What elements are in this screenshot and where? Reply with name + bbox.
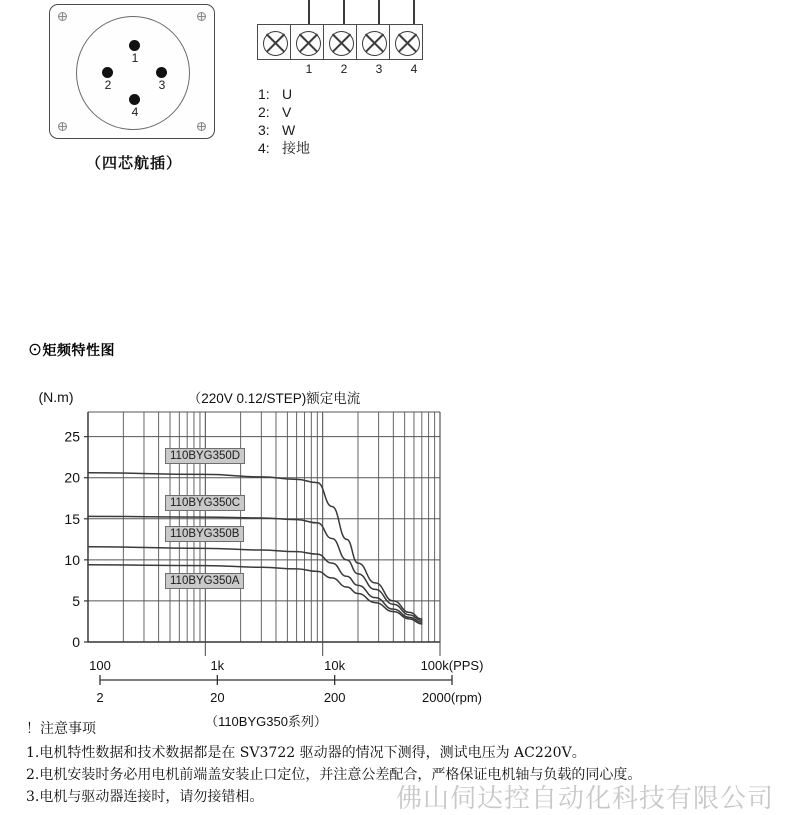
section-heading-text: 矩频特性图 [42, 342, 115, 358]
connector-pin-3-label: 3 [158, 78, 166, 92]
notes-block [26, 718, 786, 808]
connector-pin-3 [156, 67, 167, 78]
screw-icon [58, 12, 67, 21]
svg-text:20: 20 [64, 469, 80, 486]
terminal-row [257, 24, 423, 60]
note-item-2: 2.电机安装时务必用电机前端盖安装止口定位，并注意公差配合，严格保证电机轴与负载的同心度。 [26, 767, 642, 783]
lead-wire-4 [413, 0, 415, 26]
screw-icon [197, 12, 206, 21]
terminal-number-2: 2 [340, 62, 348, 76]
svg-text:0: 0 [72, 634, 80, 650]
legend-value-2: V [282, 104, 292, 120]
svg-text:10: 10 [64, 551, 80, 568]
svg-text:10k: 10k [324, 658, 346, 673]
svg-text:2: 2 [96, 690, 104, 705]
legend-item-2 [258, 103, 310, 121]
cross-screw-icon [395, 31, 420, 56]
terminal-cell-3 [357, 25, 390, 59]
svg-text:(N.m): (N.m) [38, 389, 74, 405]
note-item-1: 1.电机特性数据和技术数据都是在 SV3722 驱动器的情况下测得，测试电压为 AC220V。 [26, 745, 586, 761]
legend-value-3: W [282, 122, 296, 138]
svg-text:2000(rpm): 2000(rpm) [422, 690, 482, 705]
legend-value-1: U [282, 86, 293, 102]
notes-title: ！注意事项 [26, 721, 96, 737]
note-item-3: 3.电机与驱动器连接时，请勿接错相。 [26, 789, 264, 805]
svg-text:1k: 1k [210, 658, 225, 673]
curve-label-110byg350c: 110BYG350C [165, 495, 245, 511]
svg-text:200: 200 [323, 690, 346, 705]
svg-text:（110BYG350系列）: （110BYG350系列） [205, 714, 327, 729]
svg-text:100k(PPS): 100k(PPS) [420, 658, 484, 673]
legend-item-4 [258, 139, 310, 157]
company-watermark: 佛山伺达控自动化科技有限公司 [396, 784, 775, 814]
connector-body [49, 4, 215, 139]
connector-pin-4 [129, 94, 140, 105]
connector-pin-2-label: 2 [104, 78, 112, 92]
legend-key-1: 1: [258, 86, 270, 102]
terminal-cell-0 [258, 25, 291, 59]
connector-pin-4-label: 4 [131, 105, 139, 119]
connector-pin-2 [102, 67, 113, 78]
svg-text:100: 100 [89, 658, 111, 673]
terminal-block-figure [256, 0, 486, 170]
terminal-number-4: 4 [410, 62, 418, 76]
connector-pin-1-label: 1 [131, 51, 139, 65]
cross-screw-icon [296, 31, 321, 56]
lead-wires [256, 0, 456, 26]
svg-text:15: 15 [64, 510, 80, 527]
svg-text:（220V 0.12/STEP)额定电流: （220V 0.12/STEP)额定电流 [187, 391, 361, 406]
svg-text:20: 20 [210, 690, 225, 705]
terminal-cell-1 [291, 25, 324, 59]
legend-key-4: 4: [258, 140, 270, 156]
connector-caption: （四芯航插） [85, 155, 182, 172]
connector-pin-1 [129, 40, 140, 51]
terminal-legend [258, 85, 310, 157]
cross-screw-icon [362, 31, 387, 56]
page-section-heading [28, 340, 115, 360]
curve-label-110byg350a: 110BYG350A [165, 573, 244, 589]
terminal-number-1: 1 [305, 62, 313, 76]
svg-text:5: 5 [72, 592, 80, 609]
curve-label-110byg350b: 110BYG350B [165, 526, 244, 542]
screw-icon [197, 122, 206, 131]
four-pin-connector-figure [46, 2, 236, 182]
svg-text:25: 25 [64, 428, 80, 445]
terminal-cell-4 [390, 25, 422, 59]
legend-item-1 [258, 85, 310, 103]
terminal-number-3: 3 [375, 62, 383, 76]
bullet-icon: ⊙ [28, 342, 43, 358]
screw-icon [58, 122, 67, 131]
lead-wire-1 [308, 0, 310, 26]
legend-key-2: 2: [258, 104, 270, 120]
terminal-cell-2 [324, 25, 357, 59]
legend-key-3: 3: [258, 122, 270, 138]
curve-label-110byg350d: 110BYG350D [165, 448, 245, 464]
legend-item-3 [258, 121, 310, 139]
legend-value-4: 接地 [282, 140, 310, 156]
lead-wire-3 [378, 0, 380, 26]
cross-screw-icon [329, 31, 354, 56]
cross-screw-icon [263, 31, 288, 56]
lead-wire-2 [343, 0, 345, 26]
